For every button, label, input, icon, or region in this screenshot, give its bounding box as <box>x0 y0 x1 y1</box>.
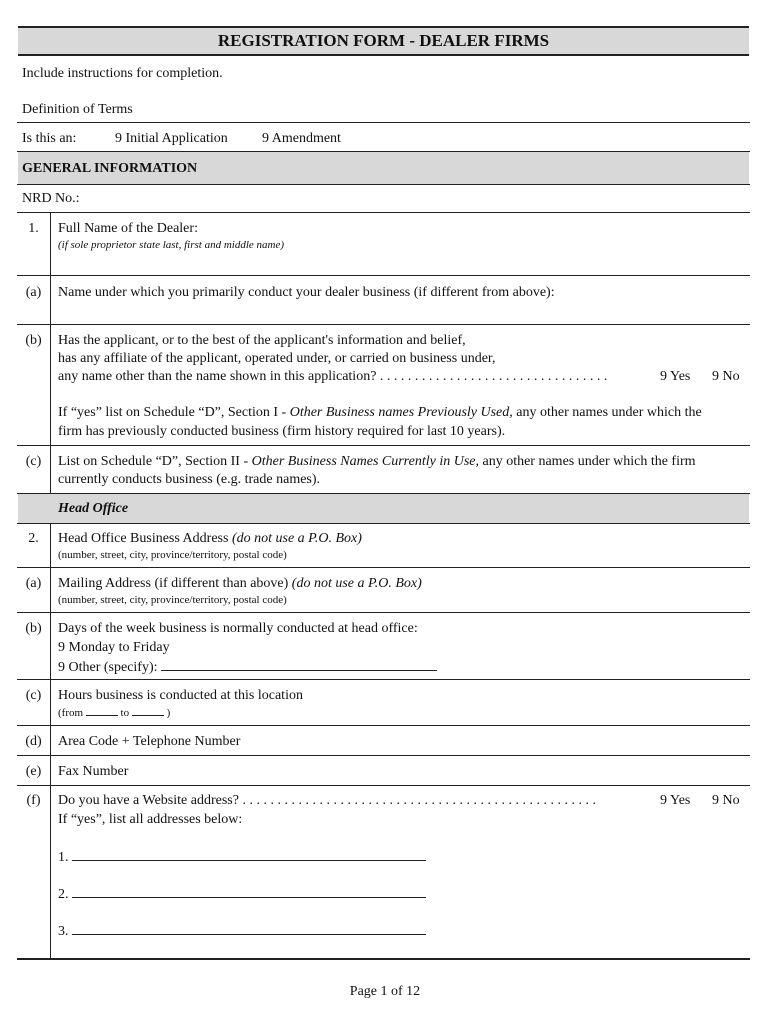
divider <box>17 725 750 726</box>
schedule-d-s2-post: any other names under which the firm <box>478 454 696 469</box>
website-address-3-number: 3. <box>58 924 69 939</box>
question-number: (e) <box>25 764 42 779</box>
mailing-address-text: Mailing Address (if different than above) <box>58 576 292 591</box>
divider <box>17 212 750 213</box>
affiliate-no-checkbox[interactable]: 9 No <box>712 369 740 384</box>
divider <box>17 275 750 276</box>
schedule-d-section2-text <box>58 454 696 470</box>
question-number: (c) <box>25 688 42 703</box>
website-address-3-row <box>58 922 426 940</box>
affiliate-question-line2: has any affiliate of the applicant, operated under, or carried on business under, <box>58 351 496 366</box>
amendment-checkbox[interactable]: 9 Amendment <box>262 131 341 146</box>
question-number: (a) <box>25 285 42 300</box>
affiliate-question-line1: Has the applicant, or to the best of the applicant's information and belief, <box>58 333 466 348</box>
schedule-d-text-italic: Other Business names Previously Used, <box>289 405 513 420</box>
fax-label: Fax Number <box>58 764 129 779</box>
trade-names-text: currently conducts business (e.g. trade names). <box>58 472 321 487</box>
question-number: (a) <box>25 576 42 591</box>
application-type-label: Is this an: <box>22 131 77 146</box>
head-office-address-note-italic: (do not use a P.O. Box) <box>231 531 362 546</box>
business-hours-range <box>58 706 170 719</box>
divider <box>17 122 750 123</box>
schedule-d-s2-pre: List on Schedule “D”, Section II - <box>58 454 252 469</box>
divider <box>17 679 750 680</box>
divider <box>17 184 750 185</box>
column-divider <box>50 523 51 959</box>
other-days-row <box>58 658 437 676</box>
mailing-address-label <box>58 576 422 592</box>
instructions-text: Include instructions for completion. <box>22 66 223 81</box>
question-number: (b) <box>25 621 42 636</box>
question-number: 1. <box>28 221 39 236</box>
question-number: (f) <box>26 793 41 808</box>
firm-history-text: firm has previously conducted business (firm history required for last 10 years). <box>58 424 506 439</box>
hours-from-field[interactable] <box>86 706 118 716</box>
hours-from-label: (from <box>58 707 84 719</box>
divider <box>17 523 750 524</box>
general-information-title: GENERAL INFORMATION <box>22 161 198 176</box>
divider <box>17 567 750 568</box>
website-address-3-field[interactable] <box>72 922 426 935</box>
head-office-address-text: Head Office Business Address <box>58 531 232 546</box>
telephone-label: Area Code + Telephone Number <box>58 734 241 749</box>
hours-to-label: to <box>120 707 130 719</box>
column-divider <box>50 212 51 493</box>
question-number: (d) <box>25 734 42 749</box>
business-hours-label: Hours business is conducted at this location <box>58 688 303 703</box>
question-number: (b) <box>25 333 42 348</box>
schedule-d-text-post: any other names under which the <box>512 405 702 420</box>
divider <box>17 612 750 613</box>
divider <box>17 445 750 446</box>
head-office-address-note: (number, street, city, province/territory, postal code) <box>58 549 287 561</box>
form-title: REGISTRATION FORM - DEALER FIRMS <box>217 31 550 50</box>
page-number: Page 1 of 12 <box>349 984 421 999</box>
head-office-address-label <box>58 531 362 547</box>
business-days-label: Days of the week business is normally conducted at head office: <box>58 621 418 636</box>
dealer-name-note: (if sole proprietor state last, first and middle name) <box>58 239 284 251</box>
website-address-1-row <box>58 848 426 866</box>
bottom-divider <box>17 958 750 960</box>
question-number: 2. <box>28 531 39 546</box>
business-name-field[interactable] <box>52 304 748 322</box>
initial-application-checkbox[interactable]: 9 Initial Application <box>115 131 228 146</box>
hours-close-paren: ) <box>166 707 171 719</box>
definition-of-terms: Definition of Terms <box>22 102 133 117</box>
monday-to-friday-checkbox[interactable]: 9 Monday to Friday <box>58 640 170 655</box>
website-address-2-field[interactable] <box>72 885 426 898</box>
business-name-label: Name under which you primarily conduct your dealer business (if different from above): <box>58 285 555 300</box>
website-address-2-number: 2. <box>58 887 69 902</box>
website-instructions: If “yes”, list all addresses below: <box>58 812 243 827</box>
schedule-d-s2-italic: Other Business Names Currently in Use, <box>251 454 479 469</box>
divider <box>17 324 750 325</box>
affiliate-question-line3: any name other than the name shown in this application? . . . . . . . . . . . . . . . . . . . . . . . . . . . . . . . . . <box>58 369 608 384</box>
affiliate-yes-checkbox[interactable]: 9 Yes <box>660 369 691 384</box>
divider <box>17 785 750 786</box>
mailing-address-note: (number, street, city, province/territory, postal code) <box>58 594 287 606</box>
website-yes-checkbox[interactable]: 9 Yes <box>660 793 691 808</box>
other-days-checkbox[interactable]: 9 Other (specify): <box>58 660 158 675</box>
nrd-number-label: NRD No.: <box>22 191 80 206</box>
head-office-title: Head Office <box>58 501 129 516</box>
dealer-name-field[interactable] <box>52 254 748 274</box>
website-address-1-number: 1. <box>58 850 69 865</box>
website-address-1-field[interactable] <box>72 848 426 861</box>
question-number: (c) <box>25 454 42 469</box>
mailing-address-note-italic: (do not use a P.O. Box) <box>291 576 422 591</box>
form-title-bar <box>18 26 749 56</box>
website-address-2-row <box>58 885 426 903</box>
dealer-name-label: Full Name of the Dealer: <box>58 221 198 236</box>
schedule-d-text-pre: If “yes” list on Schedule “D”, Section I - <box>58 405 290 420</box>
hours-to-field[interactable] <box>132 706 164 716</box>
divider <box>17 755 750 756</box>
website-question: Do you have a Website address? . . . . . . . . . . . . . . . . . . . . . . . . . . . . . . . . . . . . . . . . . . . . . . . . . . . <box>58 793 596 808</box>
other-days-field[interactable] <box>161 658 437 671</box>
website-no-checkbox[interactable]: 9 No <box>712 793 740 808</box>
schedule-d-section1-text <box>58 405 702 421</box>
